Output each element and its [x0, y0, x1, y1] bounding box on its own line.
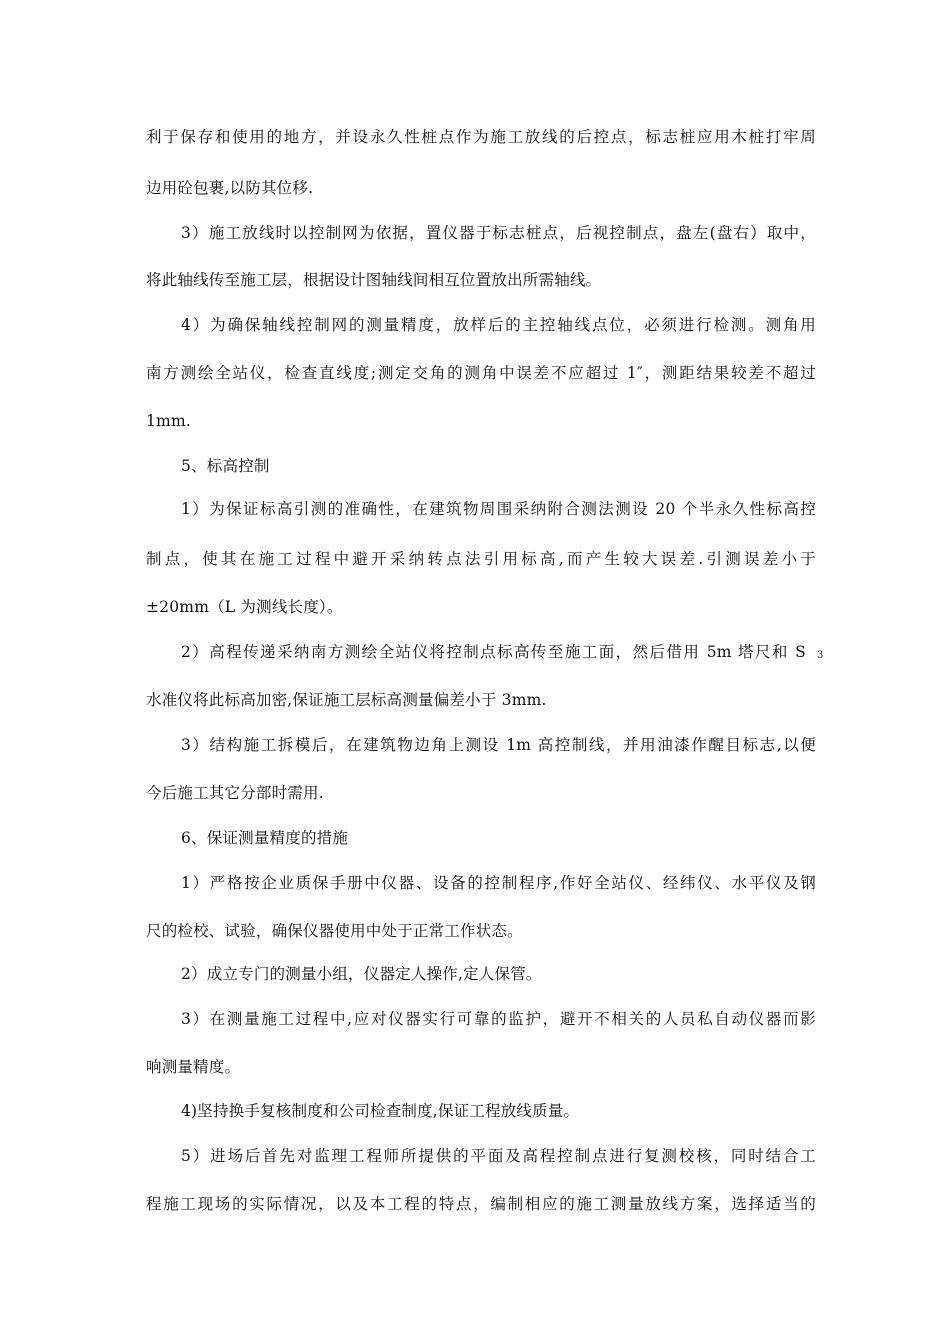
paragraph-line: 3）施工放线时以控制网为依据，置仪器于标志桩点，后视控制点，盘左(盘右）取中， [181, 224, 816, 242]
section-heading: 5、标高控制 [181, 457, 270, 475]
paragraph-line: 3）结构施工拆模后，在建筑物边角上测设 1m 高控制线，并用油漆作醒目标志,以便 [181, 736, 816, 754]
paragraph-line: 今后施工其它分部时需用. [146, 784, 324, 802]
paragraph-line: 1）严格按企业质保手册中仪器、设备的控制程序,作好全站仪、经纬仪、水平仪及钢 [181, 874, 816, 892]
paragraph-line: 程施工现场的实际情况，以及本工程的特点，编制相应的施工测量放线方案，选择适当的 [146, 1195, 816, 1213]
paragraph-line: 将此轴线传至施工层，根据设计图轴线间相互位置放出所需轴线。 [146, 271, 602, 289]
paragraph-line: 5）进场后首先对监理工程师所提供的平面及高程控制点进行复测校核，同时结合工 [181, 1147, 816, 1165]
paragraph-line: 4）为确保轴线控制网的测量精度，放样后的主控轴线点位，必须进行检测。测角用 [181, 316, 816, 334]
paragraph-line: 边用砼包裹,以防其位移. [146, 179, 314, 197]
subscript-3: 3 [817, 650, 824, 661]
paragraph-line: 4)坚持换手复核制度和公司检查制度,保证工程放线质量。 [181, 1102, 580, 1120]
paragraph-line: 3）在测量施工过程中,应对仪器实行可靠的监护，避开不相关的人员私自动仪器而影 [181, 1010, 816, 1028]
paragraph-line: ±20mm（L 为测线长度）。 [146, 598, 343, 616]
paragraph-line: 1mm. [146, 412, 191, 430]
paragraph-line: 2）成立专门的测量小组，仪器定人操作,定人保管。 [181, 965, 542, 983]
paragraph-line: 响测量精度。 [146, 1058, 241, 1076]
paragraph-line: 利于保存和使用的地方，并设永久性桩点作为施工放线的后控点，标志桩应用木桩打牢周 [146, 128, 816, 146]
paragraph-line: 水准仪将此标高加密,保证施工层标高测量偏差小于 3mm. [146, 691, 547, 709]
paragraph-line-text: 2）高程传递采纳南方测绘全站仪将控制点标高传至施工面，然后借用 5m 塔尺和 S [181, 643, 806, 661]
paragraph-line: 南方测绘全站仪，检查直线度;测定交角的测角中误差不应超过 1″，测距结果较差不超过 [146, 364, 816, 382]
paragraph-line: 1）为保证标高引测的准确性，在建筑物周围采纳附合测法测设 20 个半永久性标高控 [181, 500, 816, 518]
paragraph-line: 制点，使其在施工过程中避开采纳转点法引用标高,而产生较大误差.引测误差小于 [146, 550, 816, 568]
paragraph-line [181, 640, 806, 664]
section-heading: 6、保证测量精度的措施 [181, 829, 349, 847]
paragraph-line: 尺的检校、试验，确保仪器使用中处于正常工作状态。 [146, 922, 523, 940]
